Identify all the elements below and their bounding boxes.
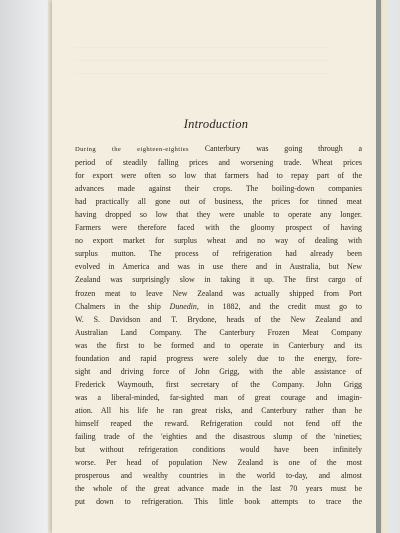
text-line: frozen meat to leave New Zealand was actually shipped from Port <box>75 288 362 298</box>
text-line: failing trade of the 'eighties and the disastrous slump of the 'nineties; <box>75 432 362 442</box>
text-line: no export market for surplus wheat and no way of dealing with <box>75 236 362 246</box>
body-text <box>75 142 362 508</box>
text-line: advances made against their crops. The boiling-down companies <box>75 184 362 194</box>
text-line: himself reaped the reward. Refrigeration could not fend off the <box>75 418 362 428</box>
text-line: put down to refrigeration. This little book attempts to trace the <box>75 497 362 507</box>
text-line: sight and driving force of John Grigg, with the able assistance of <box>75 366 362 376</box>
text-line: W. S. Davidson and T. Brydone, heads of the New Zealand and <box>75 314 362 324</box>
text-line: period of steadily falling prices and worsening trade. Wheat prices <box>75 158 362 168</box>
text-line: Australian Land Company. The Canterbury Frozen Meat Company <box>75 327 362 337</box>
text-line: worse. Per head of population New Zealand is one of the most <box>75 458 362 468</box>
text-line: evolved in America and was in use there and in Australia, but New <box>75 262 362 272</box>
text-line: During the eighteen-eighties Canterbury was going through a <box>75 144 362 153</box>
text-line: for export were often so low that farmers had to repay part of the <box>75 171 362 181</box>
text-line: had practically all gone out of business, the prices for tinned meat <box>75 197 362 207</box>
text-line: Zealand was surprisingly slow in taking it up. The first cargo of <box>75 275 362 285</box>
text-line: ation. All his life he ran great risks, and Canterbury rather than he <box>75 405 362 415</box>
text-line: but without refrigeration conditions would have been infinitely <box>75 445 362 455</box>
chapter-title: Introduction <box>183 117 249 131</box>
show-through-text: ———————————————————————————————— ———————————————————————————————— ———————————————————————————————— <box>74 42 330 77</box>
text-line: was the first to be formed and to operate in Canterbury and its <box>75 340 362 350</box>
text-line: surplus mutton. The process of refrigeration had already been <box>75 249 362 259</box>
small-caps-lead: During the eighteen-eighties <box>75 146 190 153</box>
text-line: Frederick Waymouth, first secretary of the Company. John Grigg <box>75 379 362 389</box>
text-line: was a liberal-minded, far-sighted man of great courage and imagin- <box>75 392 362 402</box>
text-line: prosperous and wealthy countries in the world to-day, and almost <box>75 471 362 481</box>
text-line: the whole of the great advance made in the last 70 years must be <box>75 484 362 494</box>
book-cover-edge <box>376 0 381 533</box>
text-line: Chalmers in the ship Dunedin, in 1882, and the credit must go to <box>75 301 362 311</box>
text-line: Farmers were therefore faced with the gloomy prospect of having <box>75 223 362 233</box>
text-line: having dropped so low that they were unable to operate any longer. <box>75 210 362 220</box>
text-line: foundation and rapid progress were solely due to the energy, fore- <box>75 353 362 363</box>
ship-name: Dunedin, <box>169 301 199 311</box>
